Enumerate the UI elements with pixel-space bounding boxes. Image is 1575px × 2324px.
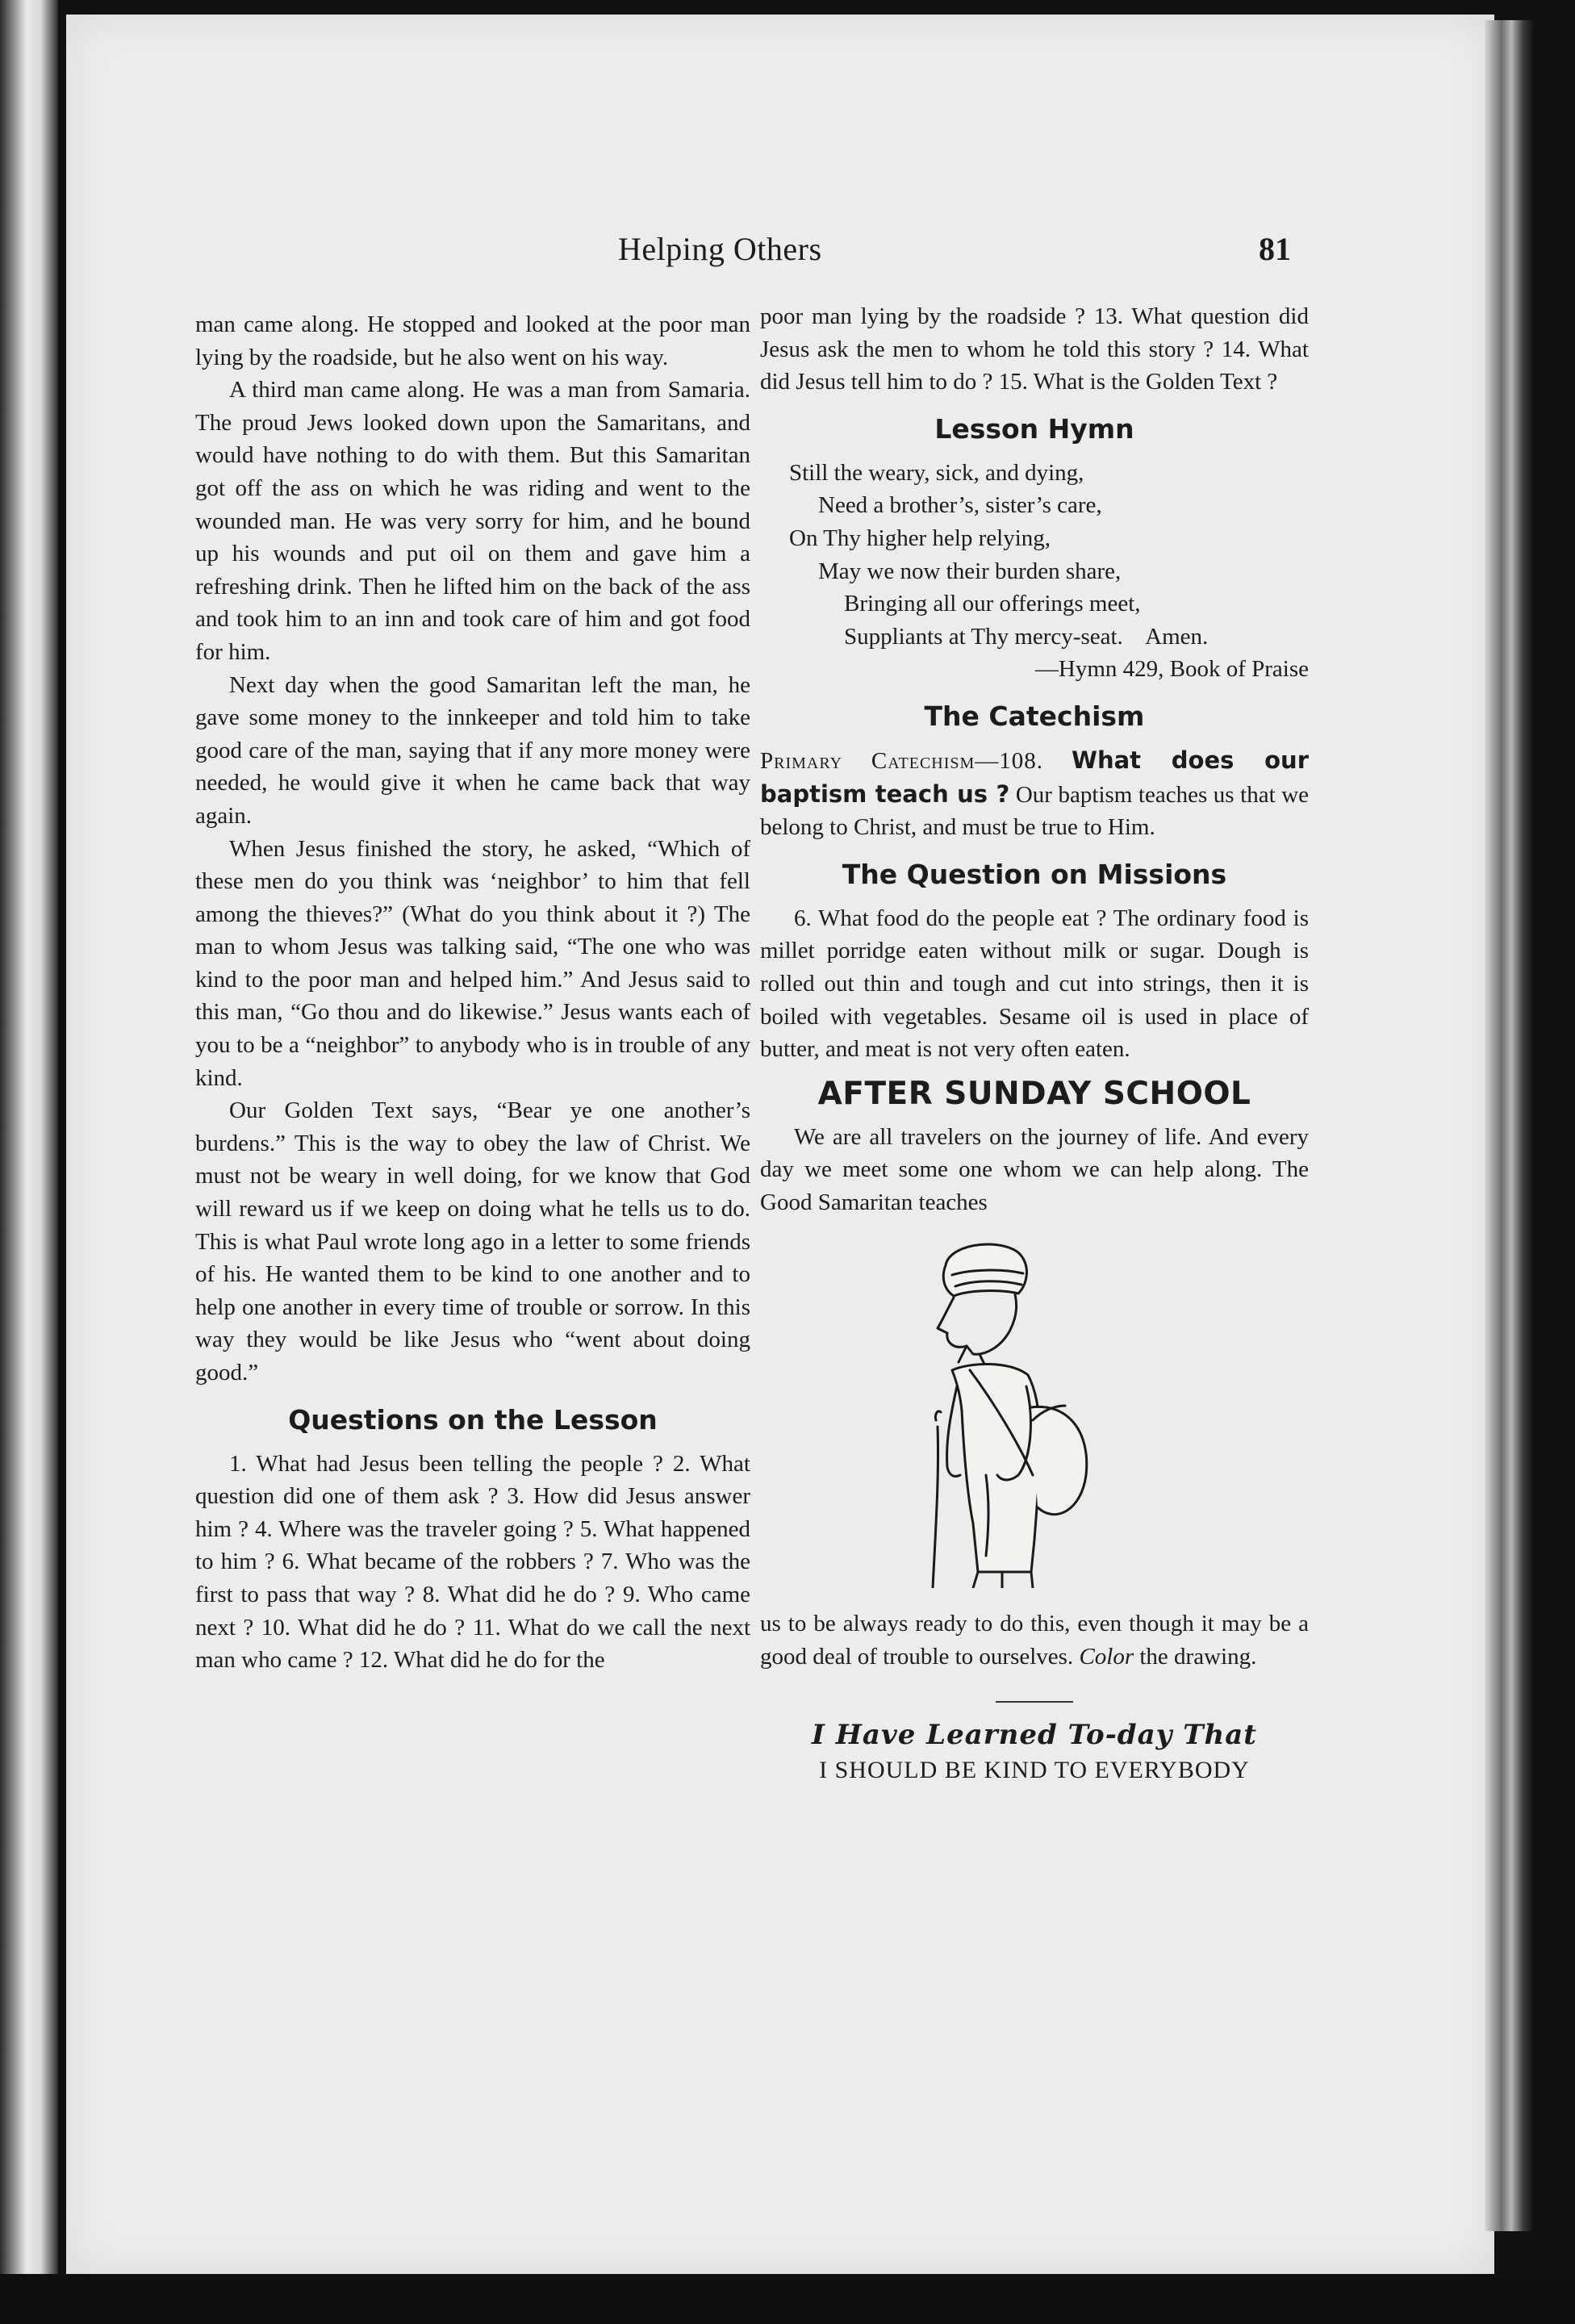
learned-heading: I Have Learned To-day That <box>812 1718 1257 1751</box>
good-samaritan-illustration <box>889 1233 1099 1588</box>
divider <box>996 1701 1073 1703</box>
hymn-line: On Thy higher help relying, <box>789 525 1051 551</box>
color-instruction-word: Color <box>1079 1644 1134 1670</box>
after-sunday-school-heading: AFTER SUNDAY SCHOOL <box>817 1075 1251 1112</box>
page-number: 81 <box>1259 231 1291 267</box>
catechism-question: What does our baptism teach us ? <box>760 746 1309 808</box>
hymn-line: Need a brother’s, sister’s care, <box>818 492 1102 519</box>
catechism-label: Primary Catechism—108. <box>760 747 1044 774</box>
hymn-line: May we now their burden share, <box>818 558 1122 584</box>
hymn-verse <box>760 457 1309 686</box>
questions-continued: poor man lying by the roadside ? 13. What question did Jesus ask the men to whom he told this story ? 14. What did Jesus tell him to do ? 15. What is the Golden Text ? <box>760 303 1309 395</box>
paragraph: A third man came along. He was a man from Samaria. The proud Jews looked down upon the Samaritans, and would have nothing to do with them. But this Samaritan got off the ass on which he was riding and went to the wounded man. He was very sorry for him, and he bound up his wounds and put oil on them and gave him a refreshing drink. Then he lifted him on the back of the ass and took him to an inn and took care of him and got food for him. <box>195 377 750 665</box>
running-header <box>0 230 1575 278</box>
hymn-line: Suppliants at Thy mercy-seat. Amen. <box>844 623 1209 650</box>
after-text-continued: us to be always ready to do this, even though it may be a good deal of trouble to ourselves. Color the drawing. <box>760 1611 1309 1670</box>
paragraph: man came along. He stopped and looked at the poor man lying by the roadside, but he also went on his way. <box>195 311 750 370</box>
scan-background <box>0 2274 1575 2324</box>
paragraph: Next day when the good Samaritan left the man, he gave some money to the innkeeper and told him to take good care of the man, saying that if any more money were needed, he would give it when he came back that way again. <box>195 671 750 829</box>
previous-page-edge <box>0 0 58 2324</box>
missions-heading: The Question on Missions <box>842 858 1227 890</box>
paragraph: When Jesus finished the story, he asked, “Which of these men do you think was ‘neighbor’ to him that fell among the thieves?” (What do you think about it ?) The man to whom Jesus was talking said, “The one who was kind to the poor man and helped him.” And Jesus said to this man, “Go thou and do likewise.” Jesus wants each of you to be a “neighbor” to anybody who is in trouble of any kind. <box>195 835 750 1091</box>
hymn-heading: Lesson Hymn <box>934 412 1134 445</box>
page-edge-shadow <box>1485 20 1533 2231</box>
hymn-line: Bringing all our offerings meet, <box>844 591 1141 617</box>
right-column <box>760 300 1309 1788</box>
left-column <box>195 308 750 1677</box>
questions-heading: Questions on the Lesson <box>288 1403 658 1436</box>
page-title: Helping Others <box>618 231 822 267</box>
catechism-answer: Our baptism teaches us that we belong to Christ, and must be true to Him. <box>760 781 1310 841</box>
questions-text: 1. What had Jesus been telling the people ? 2. What question did one of them ask ? 3. How did Jesus answer him ? 4. Where was the traveler going ? 5. What happened to him ? 6. What became of the robbers ? 7. Who was the first to pass that way ? 8. What did he do ? 9. Who came next ? 10. What did he do ? 11. What do we call the next man who came ? 12. What did he do for the <box>195 1450 750 1674</box>
hymn-line: Still the weary, sick, and dying, <box>789 459 1084 486</box>
catechism-heading: The Catechism <box>924 700 1145 732</box>
missions-text: 6. What food do the people eat ? The ordinary food is millet porridge eaten without milk or sugar. Dough is rolled out thin and tough and cut into strings, then it is boiled with vegetables. Sesame oil is used in place of butter, and meat is not very often eaten. <box>760 905 1309 1063</box>
paragraph: Our Golden Text says, “Bear ye one another’s burdens.” This is the way to obey the law of Christ. We must not be weary in well doing, for we know that God will reward us if we keep on doing what he tells us to do. This is what Paul wrote long ago in a letter to some friends of his. He wanted them to be kind to one another and to help one another in every time of trouble or sorrow. In this way they would be like Jesus who “went about doing good.” <box>195 1097 750 1386</box>
hymn-attribution: —Hymn 429, Book of Praise <box>1034 656 1309 683</box>
after-text: We are all travelers on the journey of life. And every day we meet some one whom we can help along. The Good Samaritan teaches <box>760 1123 1309 1215</box>
catechism-text <box>760 744 1309 844</box>
learned-statement: I SHOULD BE KIND TO EVERYBODY <box>819 1756 1250 1783</box>
